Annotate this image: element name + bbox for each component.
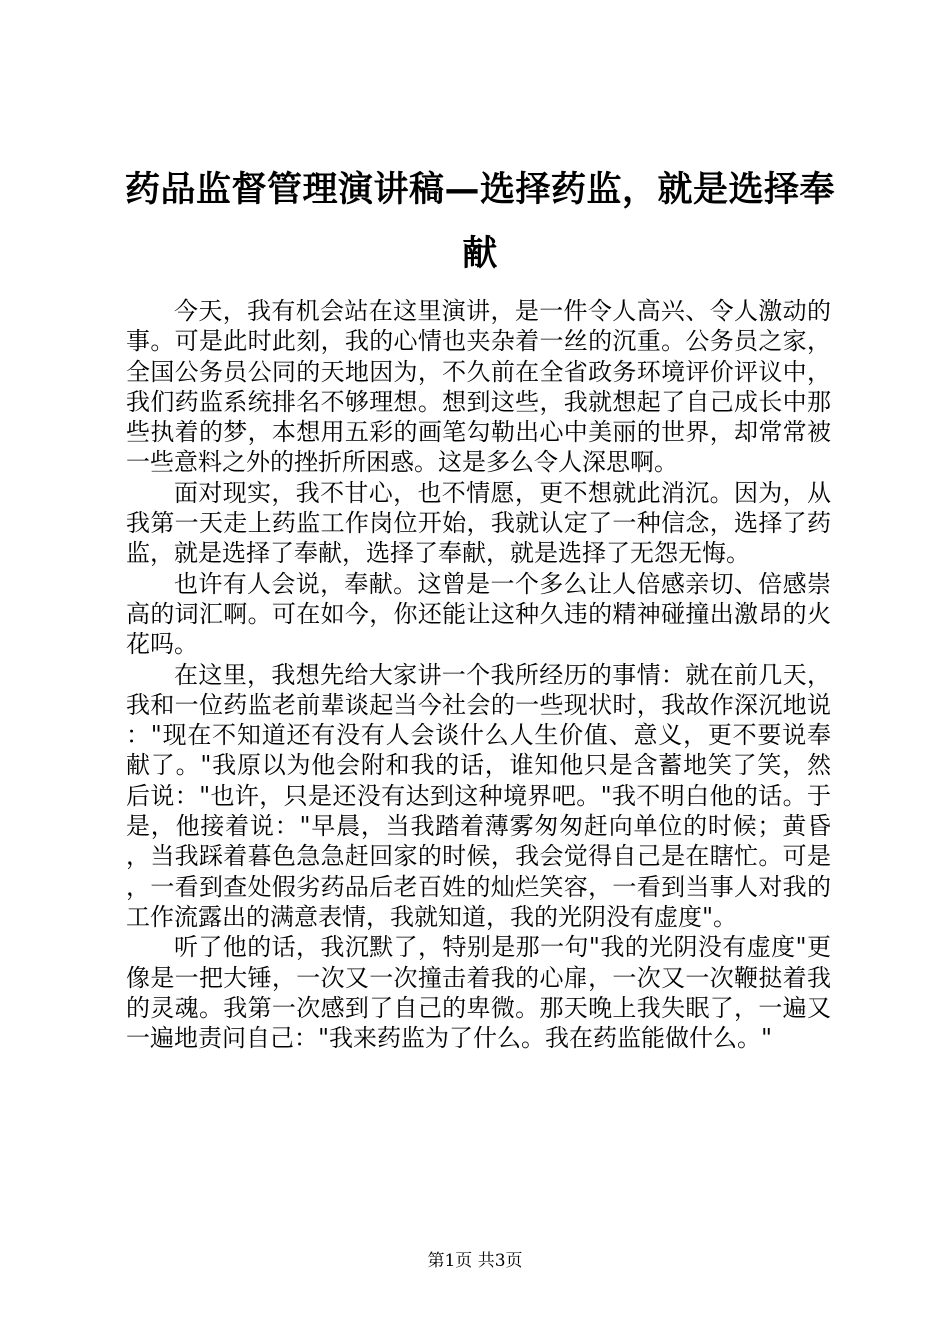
document-body (126, 296, 831, 1053)
paragraph: 也许有人会说，奉献。这曾是一个多么让人倍感亲切、倍感崇高的词汇啊。可在如今，你还能让这种久违的精神碰撞出激昂的火花吗。 (126, 569, 831, 659)
paragraph: 听了他的话，我沉默了，特别是那一句"我的光阴没有虚度"更像是一把大锤，一次又一次撞击着我的心扉，一次又一次鞭挞着我的灵魂。我第一次感到了自己的卑微。那天晚上我失眠了，一遍又一遍地责问自己："我来药监为了什么。我在药监能做什么。" (126, 933, 831, 1053)
paragraph: 在这里，我想先给大家讲一个我所经历的事情：就在前几天，我和一位药监老前辈谈起当今社会的一些现状时，我故作深沉地说："现在不知道还有没有人会谈什么人生价值、意义，更不要说奉献了。"我原以为他会附和我的话，谁知他只是含蓄地笑了笑，然后说："也许，只是还没有达到这种境界吧。"我不明白他的话。于是，他接着说："早晨，当我踏着薄雾匆匆赶向单位的时候；黄昏，当我踩着暮色急急赶回家的时候，我会觉得自己是在瞎忙。可是，一看到查处假劣药品后老百姓的灿烂笑容，一看到当事人对我的工作流露出的满意表情，我就知道，我的光阴没有虚度"。 (126, 660, 831, 931)
document-title: 药品监督管理演讲稿—选择药监，就是选择奉献 (124, 170, 835, 274)
paragraph: 今天，我有机会站在这里演讲，是一件令人高兴、令人激动的事。可是此时此刻，我的心情也夹杂着一丝的沉重。公务员之家，全国公务员公同的天地因为，不久前在全省政务环境评价评议中，我们药监系统排名不够理想。想到这些，我就想起了自己成长中那些执着的梦，本想用五彩的画笔勾勒出心中美丽的世界，却常常被一些意料之外的挫折所困惑。这是多么令人深思啊。 (126, 297, 831, 477)
paragraph: 面对现实，我不甘心，也不情愿，更不想就此消沉。因为，从我第一天走上药监工作岗位开始，我就认定了一种信念，选择了药监，就是选择了奉献，选择了奉献，就是选择了无怨无悔。 (126, 478, 831, 568)
page-footer: 第1页 共3页 (427, 1251, 523, 1271)
